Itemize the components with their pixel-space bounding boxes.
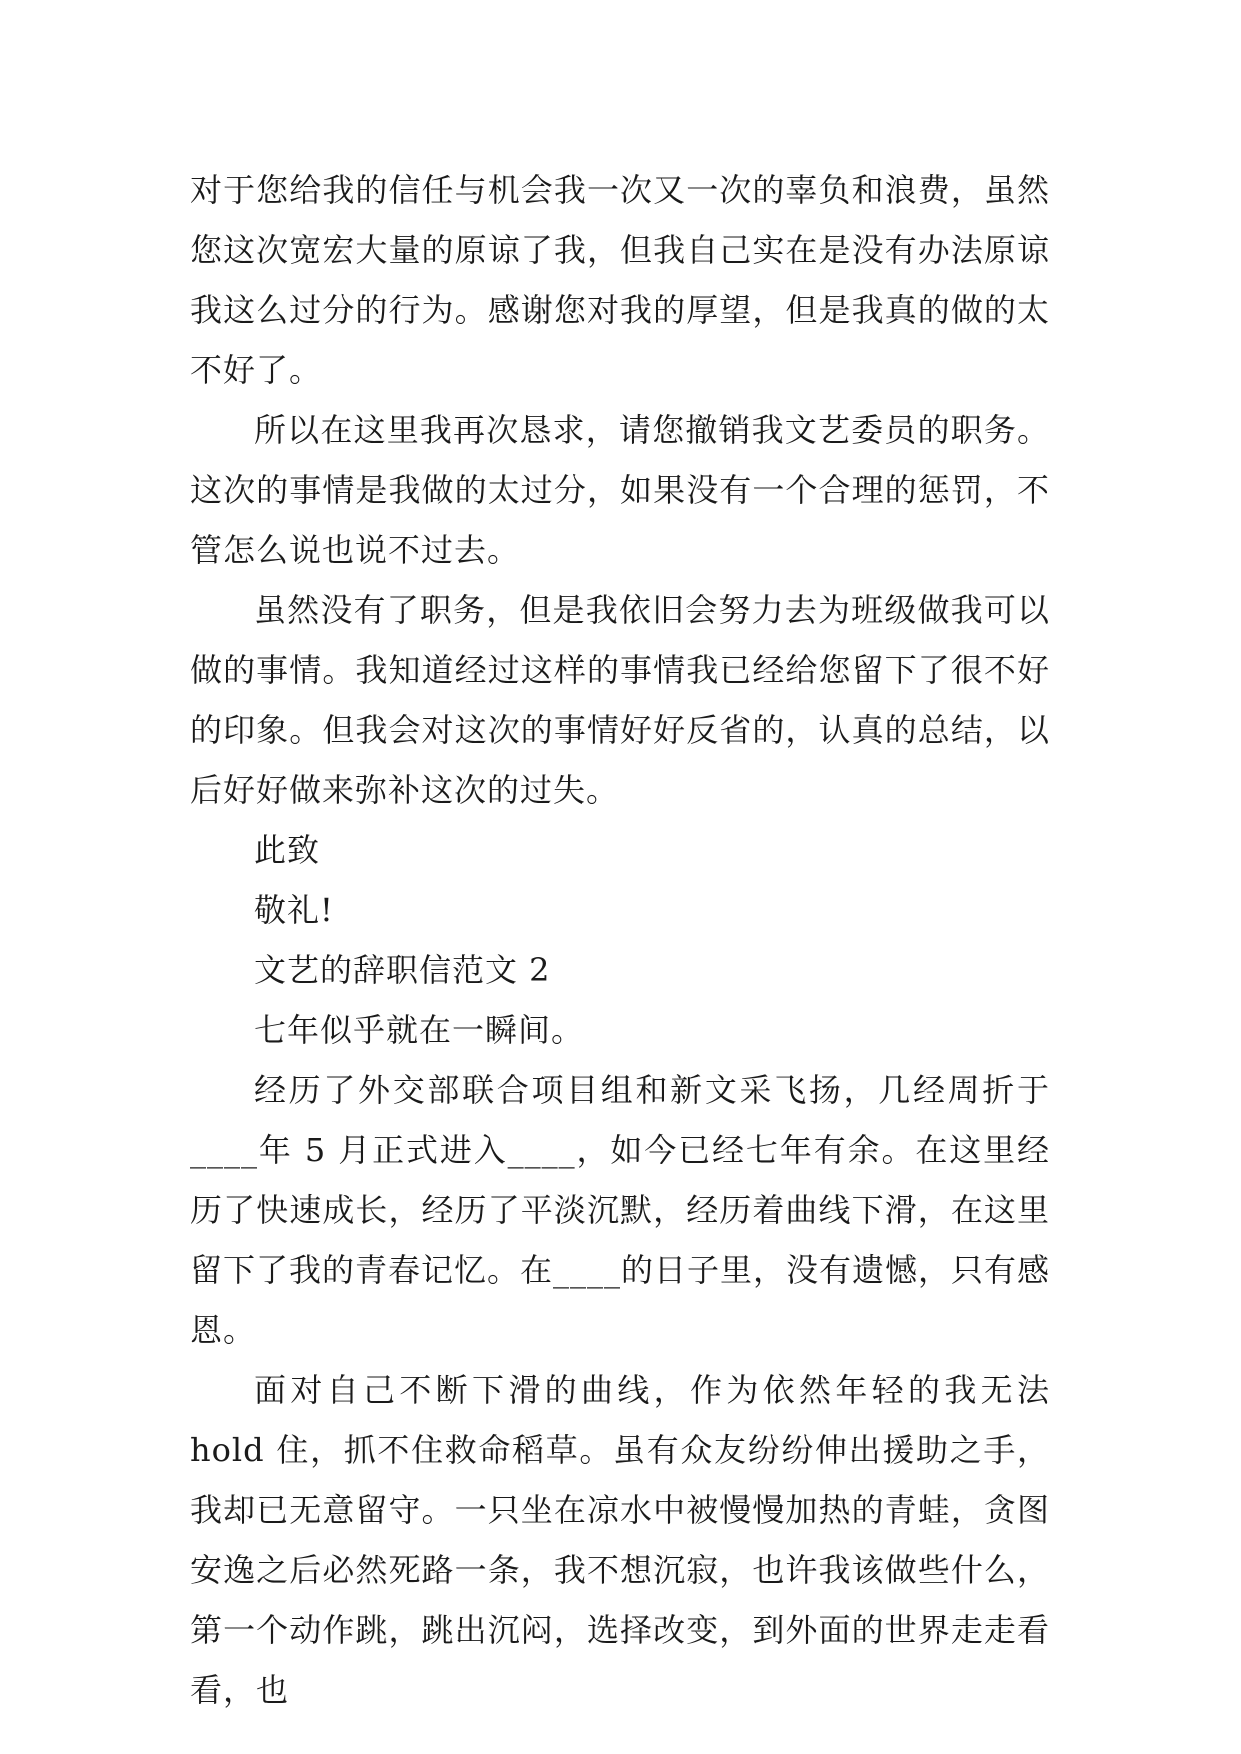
paragraph: 面对自己不断下滑的曲线，作为依然年轻的我无法 hold 住，抓不住救命稻草。虽有众友纷纷伸出援助之手，我却已无意留守。一只坐在凉水中被慢慢加热的青蛙，贪图安逸之后必然死路一条，我不想沉寂，也许我该做些什么，第一个动作跳，跳出沉闷，选择改变，到外面的世界走走看看，也 (190, 1371, 1050, 1709)
document-body (190, 160, 1050, 1720)
section-heading: 文艺的辞职信范文 2 (254, 951, 551, 989)
closing-salutation: 此致 (254, 831, 321, 869)
paragraph: 经历了外交部联合项目组和新文采飞扬，几经周折于____年 5 月正式进入____，如今已经七年有余。在这里经历了快速成长，经历了平淡沉默，经历着曲线下滑，在这里留下了我的青春记忆。在____的日子里，没有遗憾，只有感恩。 (190, 1071, 1051, 1349)
paragraph: 虽然没有了职务，但是我依旧会努力去为班级做我可以做的事情。我知道经过这样的事情我已经给您留下了很不好的印象。但我会对这次的事情好好反省的，认真的总结，以后好好做来弥补这次的过失。 (190, 591, 1050, 809)
paragraph: 七年似乎就在一瞬间。 (254, 1011, 585, 1049)
paragraph: 所以在这里我再次恳求，请您撤销我文艺委员的职务。这次的事情是我做的太过分，如果没有一个合理的惩罚，不管怎么说也说不过去。 (190, 411, 1050, 569)
paragraph: 对于您给我的信任与机会我一次又一次的辜负和浪费，虽然您这次宽宏大量的原谅了我，但我自己实在是没有办法原谅我这么过分的行为。感谢您对我的厚望，但是我真的做的太不好了。 (190, 171, 1050, 389)
closing-regards: 敬礼! (254, 891, 334, 929)
